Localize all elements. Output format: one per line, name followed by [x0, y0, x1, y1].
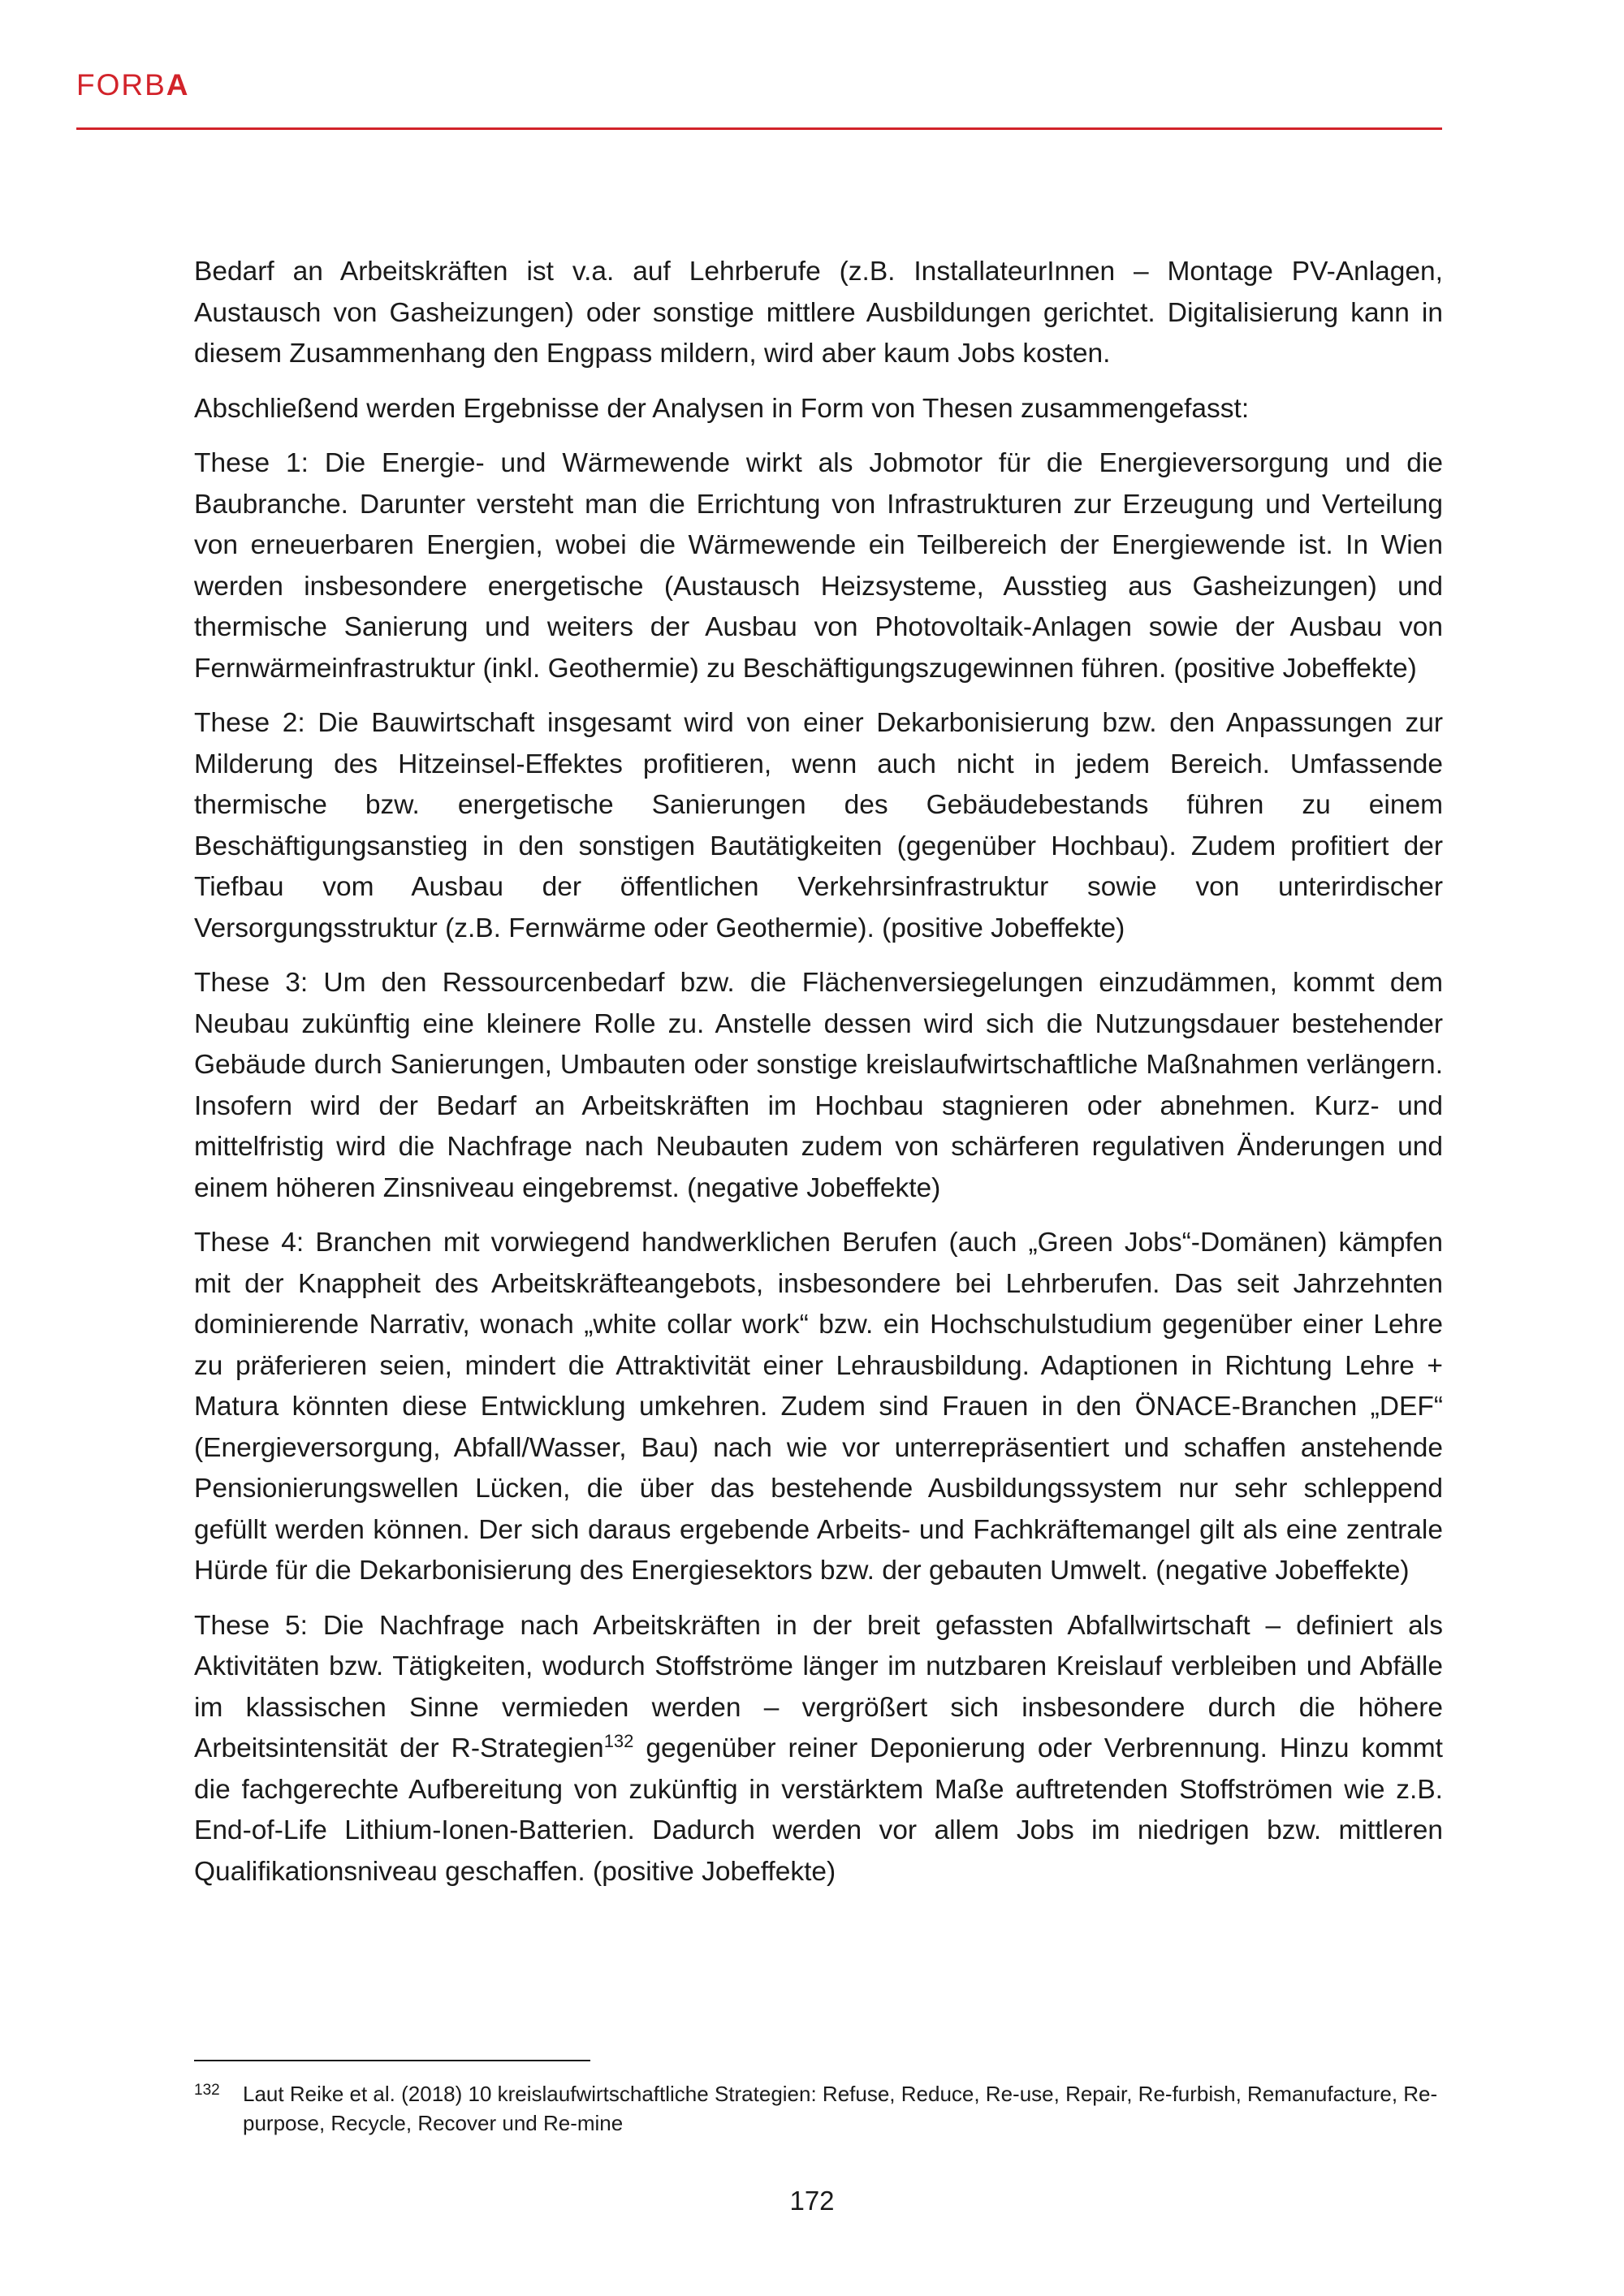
paragraph-these-1: These 1: Die Energie- und Wärmewende wirkt als Jobmotor für die Energieversorgung und die Baubranche. Darunter versteht man die Errichtung von Infrastrukturen zur Erzeugung und Verteilung von erneuerbaren Energien, wobei die Wärmewende ein Teilbereich der Energiewende ist. In Wien werden insbesondere energetische (Austausch Heizsysteme, Ausstieg aus Gasheizungen) und thermische Sanierung und weiters der Ausbau von Photovoltaik-Anlagen sowie der Ausbau von Fernwärmeinfrastruktur (inkl. Geothermie) zu Beschäftigungszugewinnen führen. (positive Jobeffekte) — [194, 448, 1443, 684]
footnote — [194, 2079, 1443, 2138]
page-number: 172 — [789, 2186, 835, 2216]
paragraph-intro: Bedarf an Arbeitskräften ist v.a. auf Lehrberufe (z.B. InstallateurInnen – Montage PV-Anlagen, Austausch von Gasheizungen) oder sonstige mittlere Ausbildungen gerichtet. Digitalisierung kann in diesem Zusammenhang den Engpass mildern, wird aber kaum Jobs kosten. — [194, 257, 1443, 369]
footnote-reference[interactable]: 132 — [603, 1730, 634, 1751]
forba-logo — [76, 70, 190, 100]
footnote-text: Laut Reike et al. (2018) 10 kreislaufwirtschaftliche Strategien: Refuse, Reduce, Re-use, Repair, Re-furbish, Remanufacture, Re-purpose, Recycle, Recover und Re-mine — [243, 2082, 1438, 2135]
logo-text-light: FORB — [76, 68, 166, 101]
paragraph-these-4: These 4: Branchen mit vorwiegend handwerklichen Berufen (auch „Green Jobs“-Domänen) kämpfen mit der Knappheit des Arbeitskräfteangebots, insbesondere bei Lehrberufen. Das seit Jahrzehnten dominierende Narrativ, wonach „white collar work“ bzw. ein Hochschulstudium gegenüber einer Lehre zu präferieren seien, mindert die Attraktivität einer Lehrausbildung. Adaptionen in Richtung Lehre + Matura könnten diese Entwicklung umkehren. Zudem sind Frauen in den ÖNACE-Branchen „DEF“ (Energieversorgung, Abfall/Wasser, Bau) nach wie vor unterrepräsentiert und schaffen anstehende Pensionierungswellen Lücken, die über das bestehende Ausbildungssystem nur sehr schleppend gefüllt werden können. Der sich daraus ergebende Arbeits- und Fachkräftemangel gilt als eine zentrale Hürde für die Dekarbonisierung des Energiesektors bzw. der gebauten Umwelt. (negative Jobeffekte) — [194, 1228, 1443, 1586]
main-text-block — [194, 252, 1443, 1906]
these-5-text-end: gegenüber reiner Deponierung oder Verbrennung. Hinzu kommt die fachgerechte Aufbereitung von zukünftig in verstärktem Maße auftretenden Stoffströmen wie z.B. End-of-Life Lithium-Ionen-Batterien. Dadurch werden vor allem Jobs im niedrigen bzw. mittleren Qualifikationsniveau geschaffen. (positive Jobeffekte) — [194, 1733, 1443, 1887]
paragraph-these-2: These 2: Die Bauwirtschaft insgesamt wird von einer Dekarbonisierung bzw. den Anpassungen zur Milderung des Hitzeinsel-Effektes profitieren, wenn auch nicht in jedem Bereich. Umfassende thermische bzw. energetische Sanierungen des Gebäudebestands führen zu einem Beschäftigungsanstieg in den sonstigen Bautätigkeiten (gegenüber Hochbau). Zudem profitiert der Tiefbau vom Ausbau der öffentlichen Verkehrsinfrastruktur sowie von unterirdischer Versorgungsstruktur (z.B. Fernwärme oder Geothermie). (positive Jobeffekte) — [194, 708, 1443, 943]
these-5-text-start: These 5: Die Nachfrage nach Arbeitskräften in der breit gefassten Abfallwirtschaft – definiert als Aktivitäten bzw. Tätigkeiten, wodurch Stoffströme länger im nutzbaren Kreislauf verbleiben und Abfälle im klassischen Sinne vermieden werden – vergrößert sich insbesondere durch die höhere Arbeitsintensität der R-Strategien — [194, 1610, 1443, 1763]
logo-text-bold: A — [166, 68, 190, 101]
footnote-divider — [194, 2060, 590, 2061]
header-divider — [76, 127, 1442, 130]
paragraph-these-3: These 3: Um den Ressourcenbedarf bzw. die Flächenversiegelungen einzudämmen, kommt dem Neubau zukünftig eine kleinere Rolle zu. Anstelle dessen wird sich die Nutzungsdauer bestehender Gebäude durch Sanierungen, Umbauten oder sonstige kreislaufwirtschaftliche Maßnahmen verlängern. Insofern wird der Bedarf an Arbeitskräften im Hochbau stagnieren oder abnehmen. Kurz- und mittelfristig wird die Nachfrage nach Neubauten zudem von schärferen regulativen Änderungen und einem höheren Zinsniveau eingebremst. (negative Jobeffekte) — [194, 968, 1443, 1203]
footnote-number: 132 — [194, 2082, 220, 2099]
paragraph-summary-lead: Abschließend werden Ergebnisse der Analysen in Form von Thesen zusammengefasst: — [194, 393, 1250, 424]
paragraph-these-5 — [194, 1606, 1443, 1893]
